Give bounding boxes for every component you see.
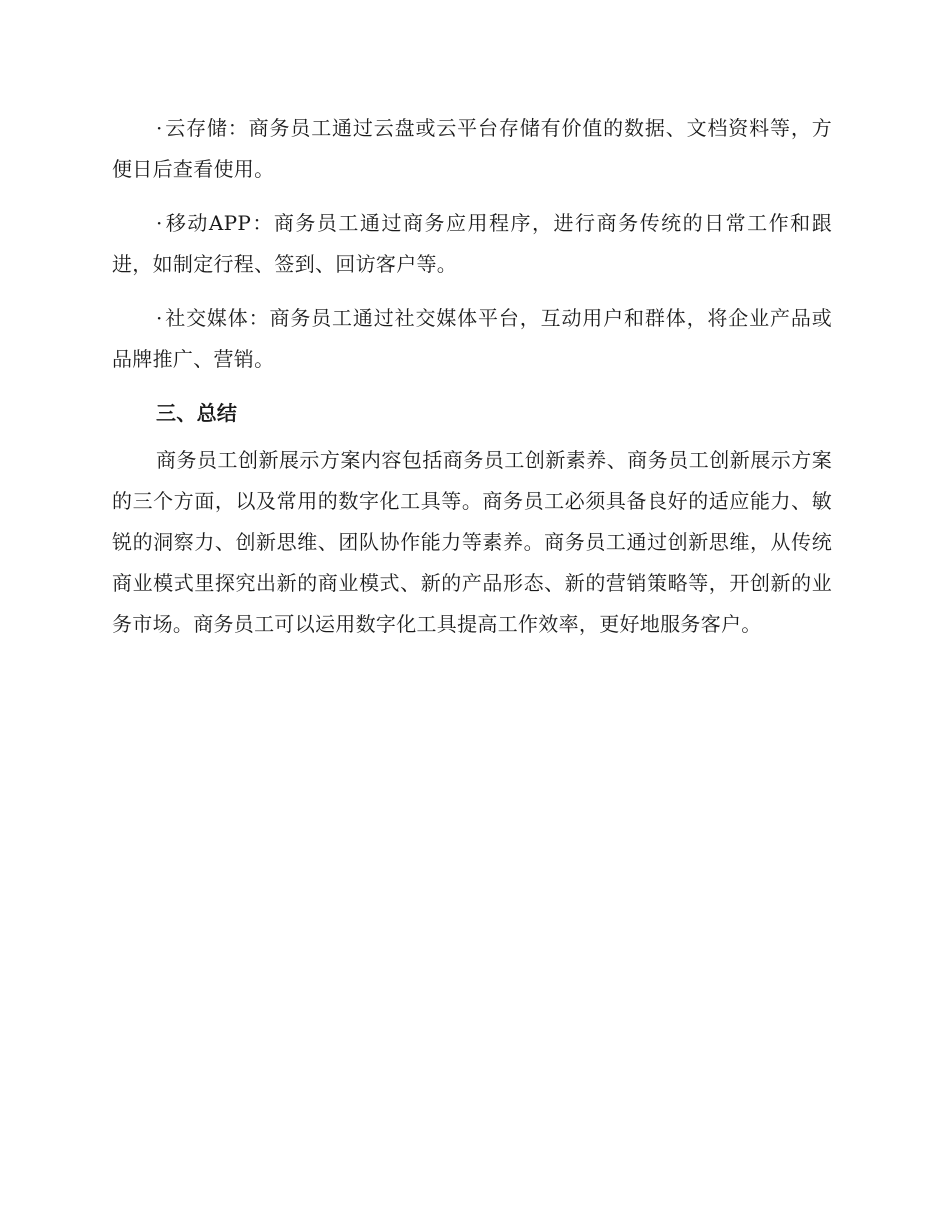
bullet-mobile-app	[112, 203, 832, 285]
bullet-marker: ·	[156, 211, 163, 235]
bullet-social-media	[112, 298, 832, 380]
section-heading: 三、总结	[156, 401, 238, 425]
bullet-marker: ·	[156, 306, 163, 330]
section-paragraph: 商务员工创新展示方案内容包括商务员工创新素养、商务员工创新展示方案的三个方面，以及常用的数字化工具等。商务员工必须具备良好的适应能力、敏锐的洞察力、创新思维、团队协作能力等素养。商务员工通过创新思维，从传统商业模式里探究出新的商业模式、新的产品形态、新的营销策略等，开创新的业务市场。商务员工可以运用数字化工具提高工作效率，更好地服务客户。	[112, 448, 832, 636]
bullet-text: 社交媒体：商务员工通过社交媒体平台，互动用户和群体，将企业产品或品牌推广、营销。	[112, 306, 832, 371]
bullet-text: 云存储：商务员工通过云盘或云平台存储有价值的数据、文档资料等，方便日后查看使用。	[112, 116, 832, 181]
bullet-text: 移动APP：商务员工通过商务应用程序，进行商务传统的日常工作和跟进，如制定行程、签到、回访客户等。	[112, 211, 832, 276]
bullet-cloud-storage	[112, 108, 832, 190]
document-body	[112, 108, 832, 645]
bullet-marker: ·	[156, 116, 163, 140]
